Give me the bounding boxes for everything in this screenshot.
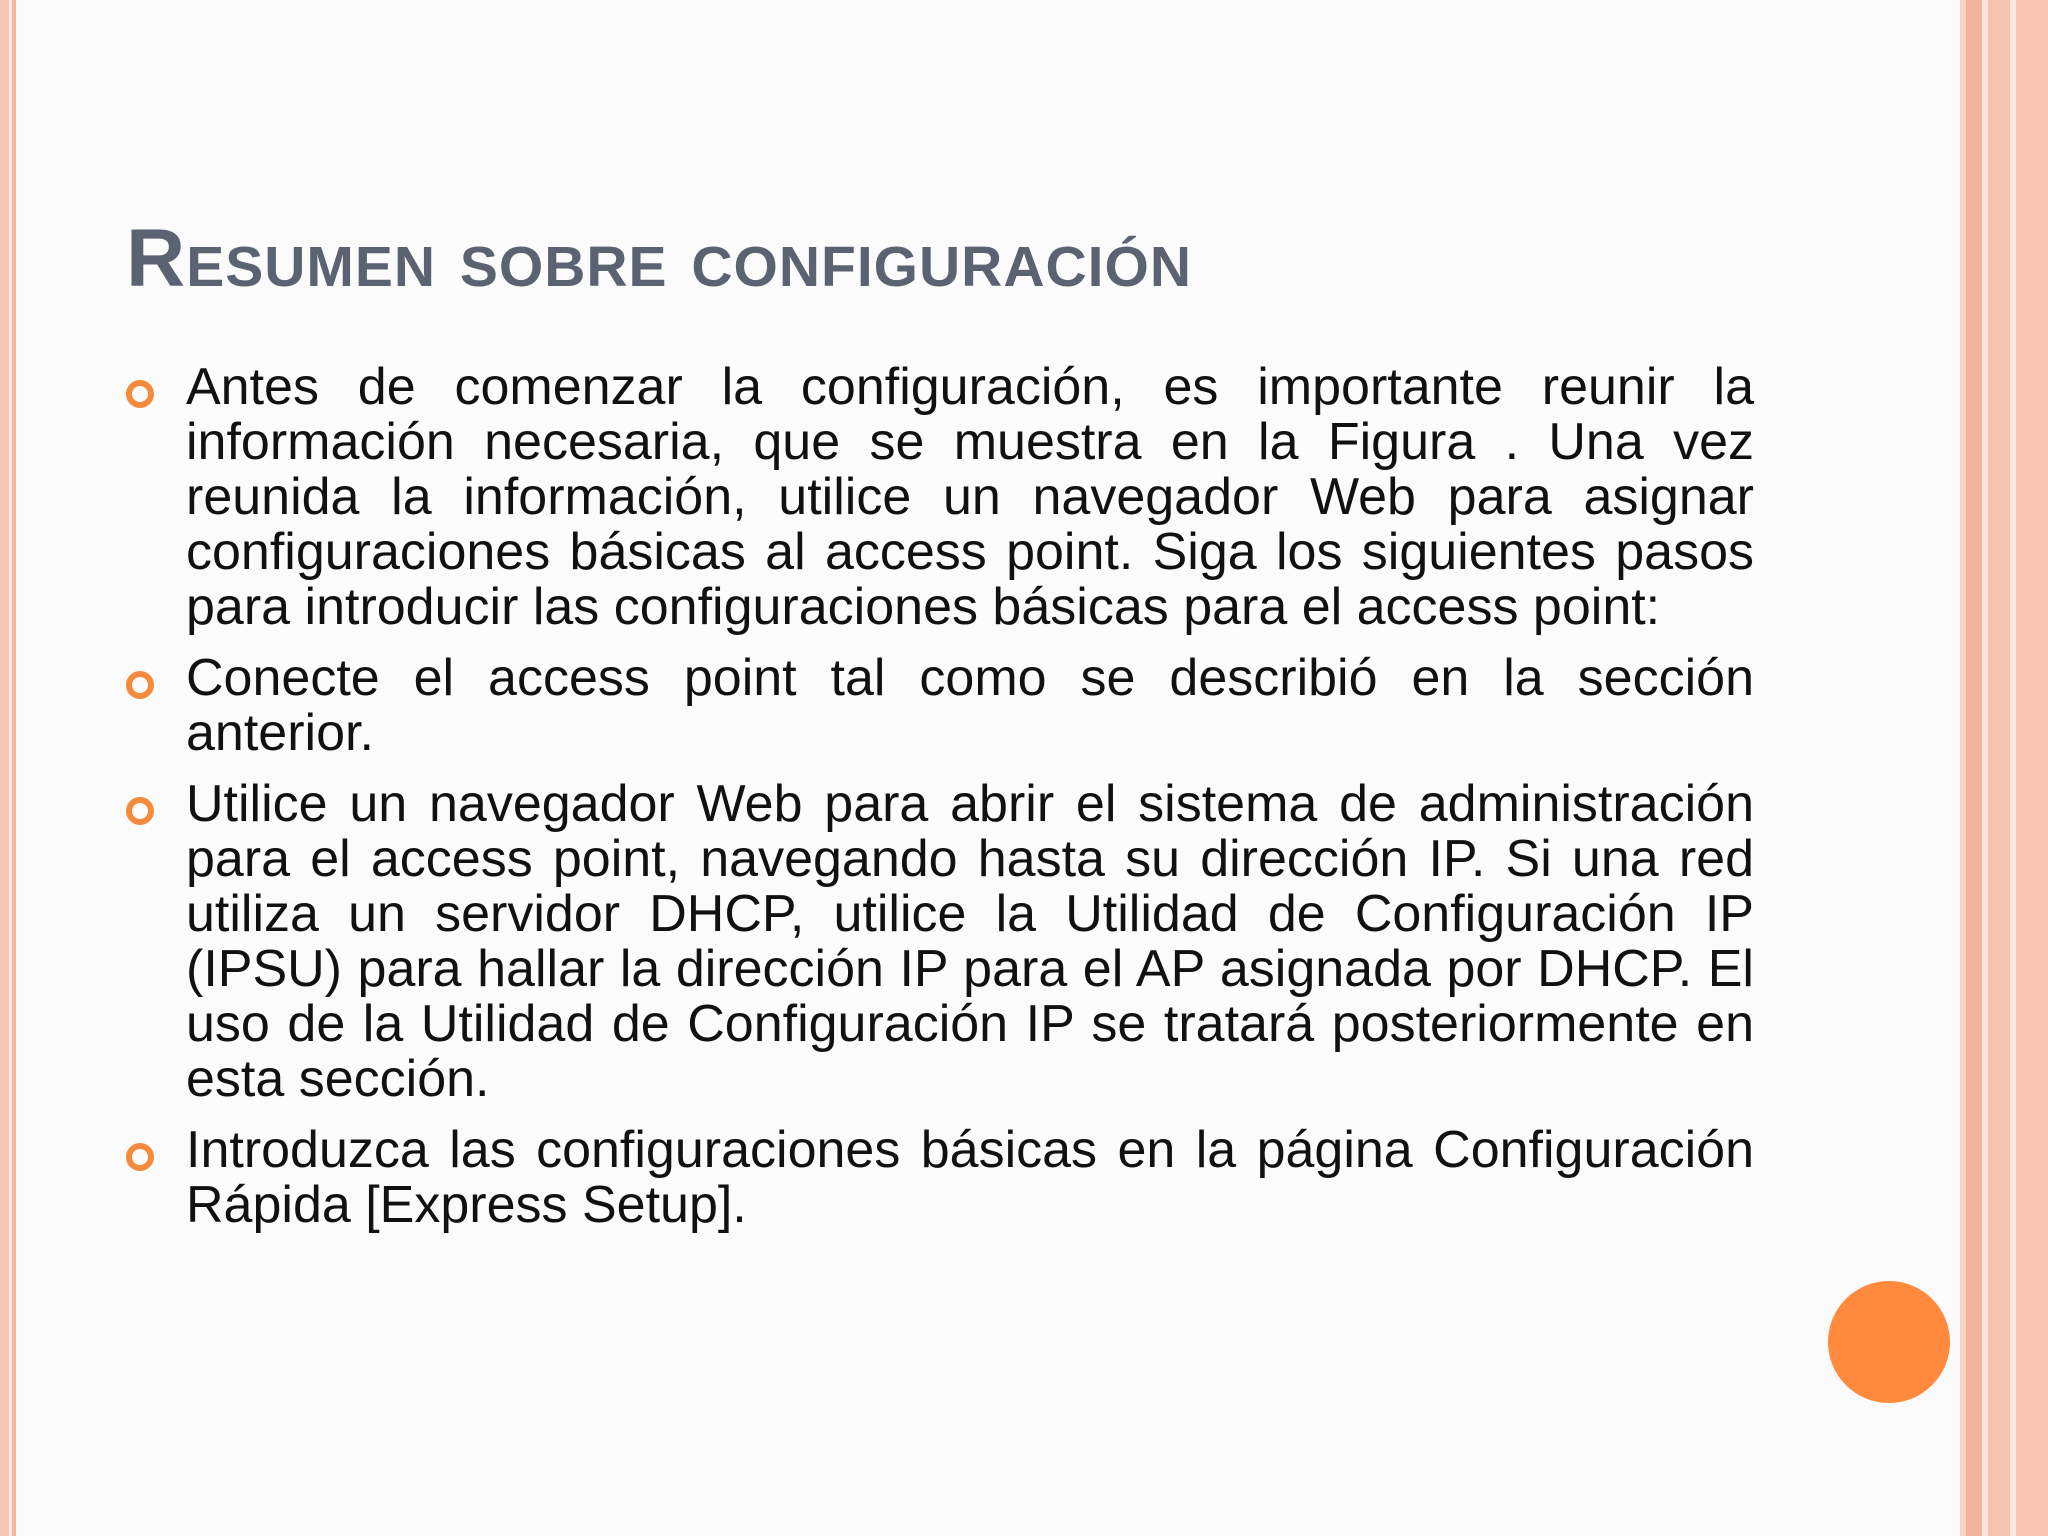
right-border-stripe [1966, 0, 1982, 1536]
bullet-item [126, 360, 1754, 635]
circle-bullet-icon [126, 1143, 154, 1171]
slide-title: Resumen sobre configuración [126, 213, 1192, 304]
bullet-list [126, 360, 1754, 1249]
left-border-stripe [0, 0, 9, 1536]
decorative-circle [1828, 1281, 1950, 1403]
right-border-stripe [2016, 0, 2048, 1536]
bullet-item [126, 651, 1754, 761]
circle-bullet-icon [126, 797, 154, 825]
left-border-stripe [12, 0, 16, 1536]
bullet-text: Introduzca las configuraciones básicas en la página Configuración Rápida [Express Setup]. [186, 1121, 1754, 1234]
bullet-text: Antes de comenzar la configuración, es importante reunir la información necesaria, que se muestra en la Figura . Una vez reunida la información, utilice un navegador Web para asignar configuraciones básicas al access point. Siga los siguientes pasos para introducir las configuraciones básicas para el access point: [186, 358, 1754, 636]
bullet-item [126, 1123, 1754, 1233]
bullet-text: Utilice un navegador Web para abrir el sistema de administración para el access point, navegando hasta su dirección IP. Si una red utiliza un servidor DHCP, utilice la Utilidad de Configuración IP (IPSU) para hallar la dirección IP para el AP asignada por DHCP. El uso de la Utilidad de Configuración IP se tratará posteriormente en esta sección. [186, 775, 1754, 1108]
right-border-stripe [1988, 0, 2010, 1536]
circle-bullet-icon [126, 671, 154, 699]
bullet-text: Conecte el access point tal como se describió en la sección anterior. [186, 649, 1754, 762]
circle-bullet-icon [126, 380, 154, 408]
bullet-item [126, 777, 1754, 1107]
